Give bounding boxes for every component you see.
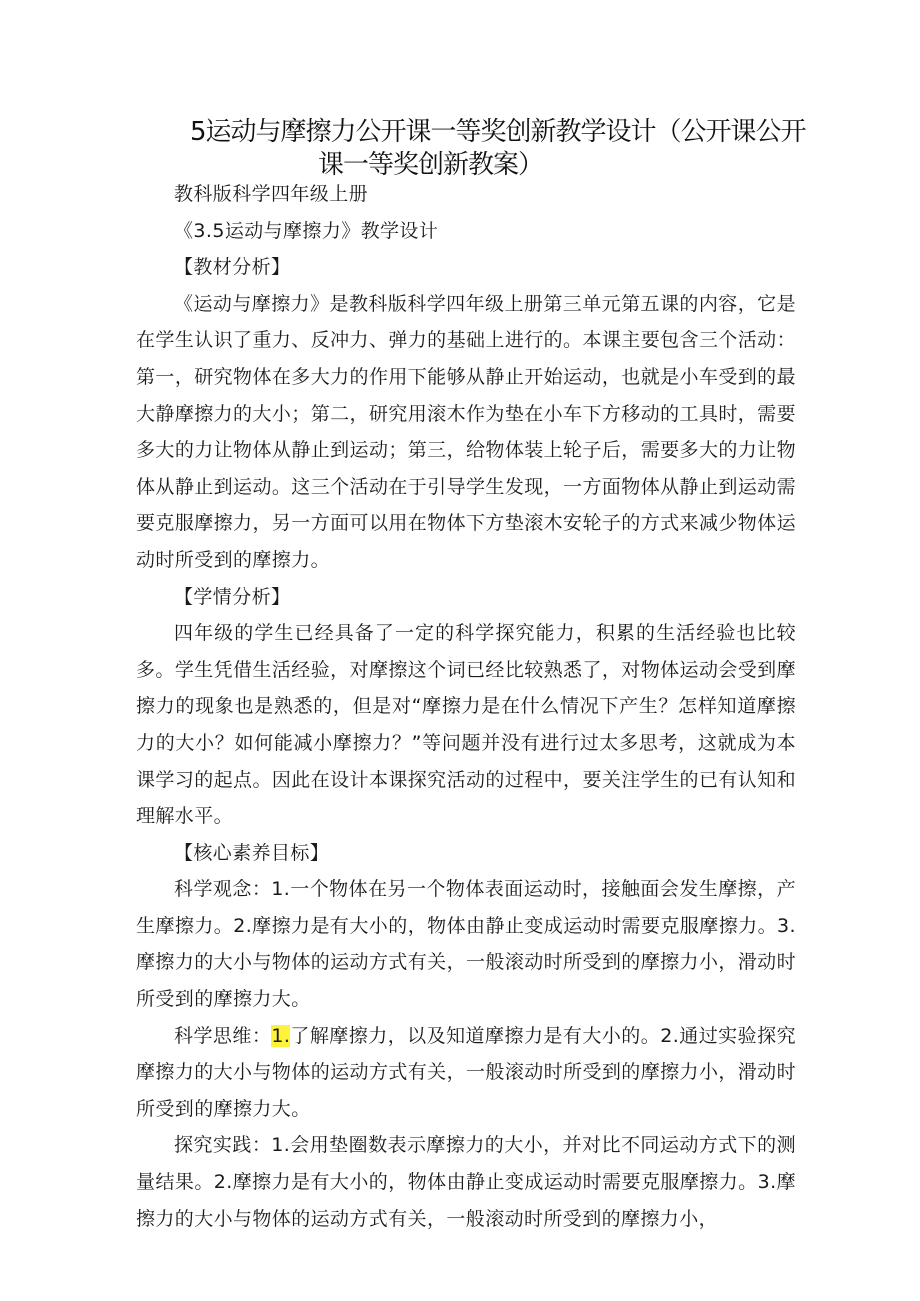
thinking-rest: 了解摩擦力，以及知道摩擦力是有大小的。2.通过实验探究摩擦力的大小与物体的运动方式有关，一般滚动时所受到的摩擦力小，滑动时所受到的摩擦力大。 [136,1024,796,1120]
thinking-paragraph [136,1018,796,1128]
student-heading: 【学情分析】 [174,585,291,608]
edition-line: 教科版科学四年级上册 [174,183,369,205]
concept-paragraph: 科学观念：1.一个物体在另一个物体表面运动时，接触面会发生摩擦，产生摩擦力。2.摩擦力是有大小的，物体由静止变成运动时需要克服摩擦力。3.摩擦力的大小与物体的运动方式有关，一般滚动时所受到的摩擦力小，滑动时所受到的摩擦力大。 [136,878,796,1011]
thinking-prefix: 科学思维： [174,1024,272,1047]
lesson-line: 《3.5运动与摩擦力》教学设计 [174,219,439,242]
title-line-1: 5运动与摩擦力公开课一等奖创新教学设计（公开课公开 [190,117,806,147]
student-paragraph: 四年级的学生已经具备了一定的科学探究能力，积累的生活经验也比较多。学生凭借生活经验，对摩擦这个词已经比较熟悉了，对物体运动会受到摩擦力的现象也是熟悉的，但是对“摩擦力是在什么情况下产生？怎样知道摩擦力的大小？如何能减小摩擦力？”等问题并没有进行过太多思考，这就成为本课学习的起点。因此在设计本课探究活动的过程中，要关注学生的已有认知和理解水平。 [136,622,796,828]
document-body [136,176,796,1237]
practice-paragraph: 探究实践：1.会用垫圈数表示摩擦力的大小，并对比不同运动方式下的测量结果。2.摩擦力是有大小的，物体由静止变成运动时需要克服摩擦力。3.摩擦力的大小与物体的运动方式有关，一般滚动时所受到的摩擦力小， [136,1134,796,1230]
goals-heading: 【核心素养目标】 [174,841,330,864]
document-title [190,116,810,182]
material-paragraph: 《运动与摩擦力》是教科版科学四年级上册第三单元第五课的内容，它是在学生认识了重力、反冲力、弹力的基础上进行的。本课主要包含三个活动：第一，研究物体在多大力的作用下能够从静止开始运动，也就是小车受到的最大静摩擦力的大小；第二，研究用滚木作为垫在小车下方移动的工具时，需要多大的力让物体从静止到运动；第三，给物体装上轮子后，需要多大的力让物体从静止到运动。这三个活动在于引导学生发现，一方面物体从静止到运动需要克服摩擦力，另一方面可以用在物体下方垫滚木安轮子的方式来减少物体运动时所受到的摩擦力。 [136,292,796,571]
title-line-2: 课一等奖创新教案） [318,150,544,180]
material-heading: 【教材分析】 [174,256,291,279]
highlighted-number: 1. [271,1024,291,1047]
